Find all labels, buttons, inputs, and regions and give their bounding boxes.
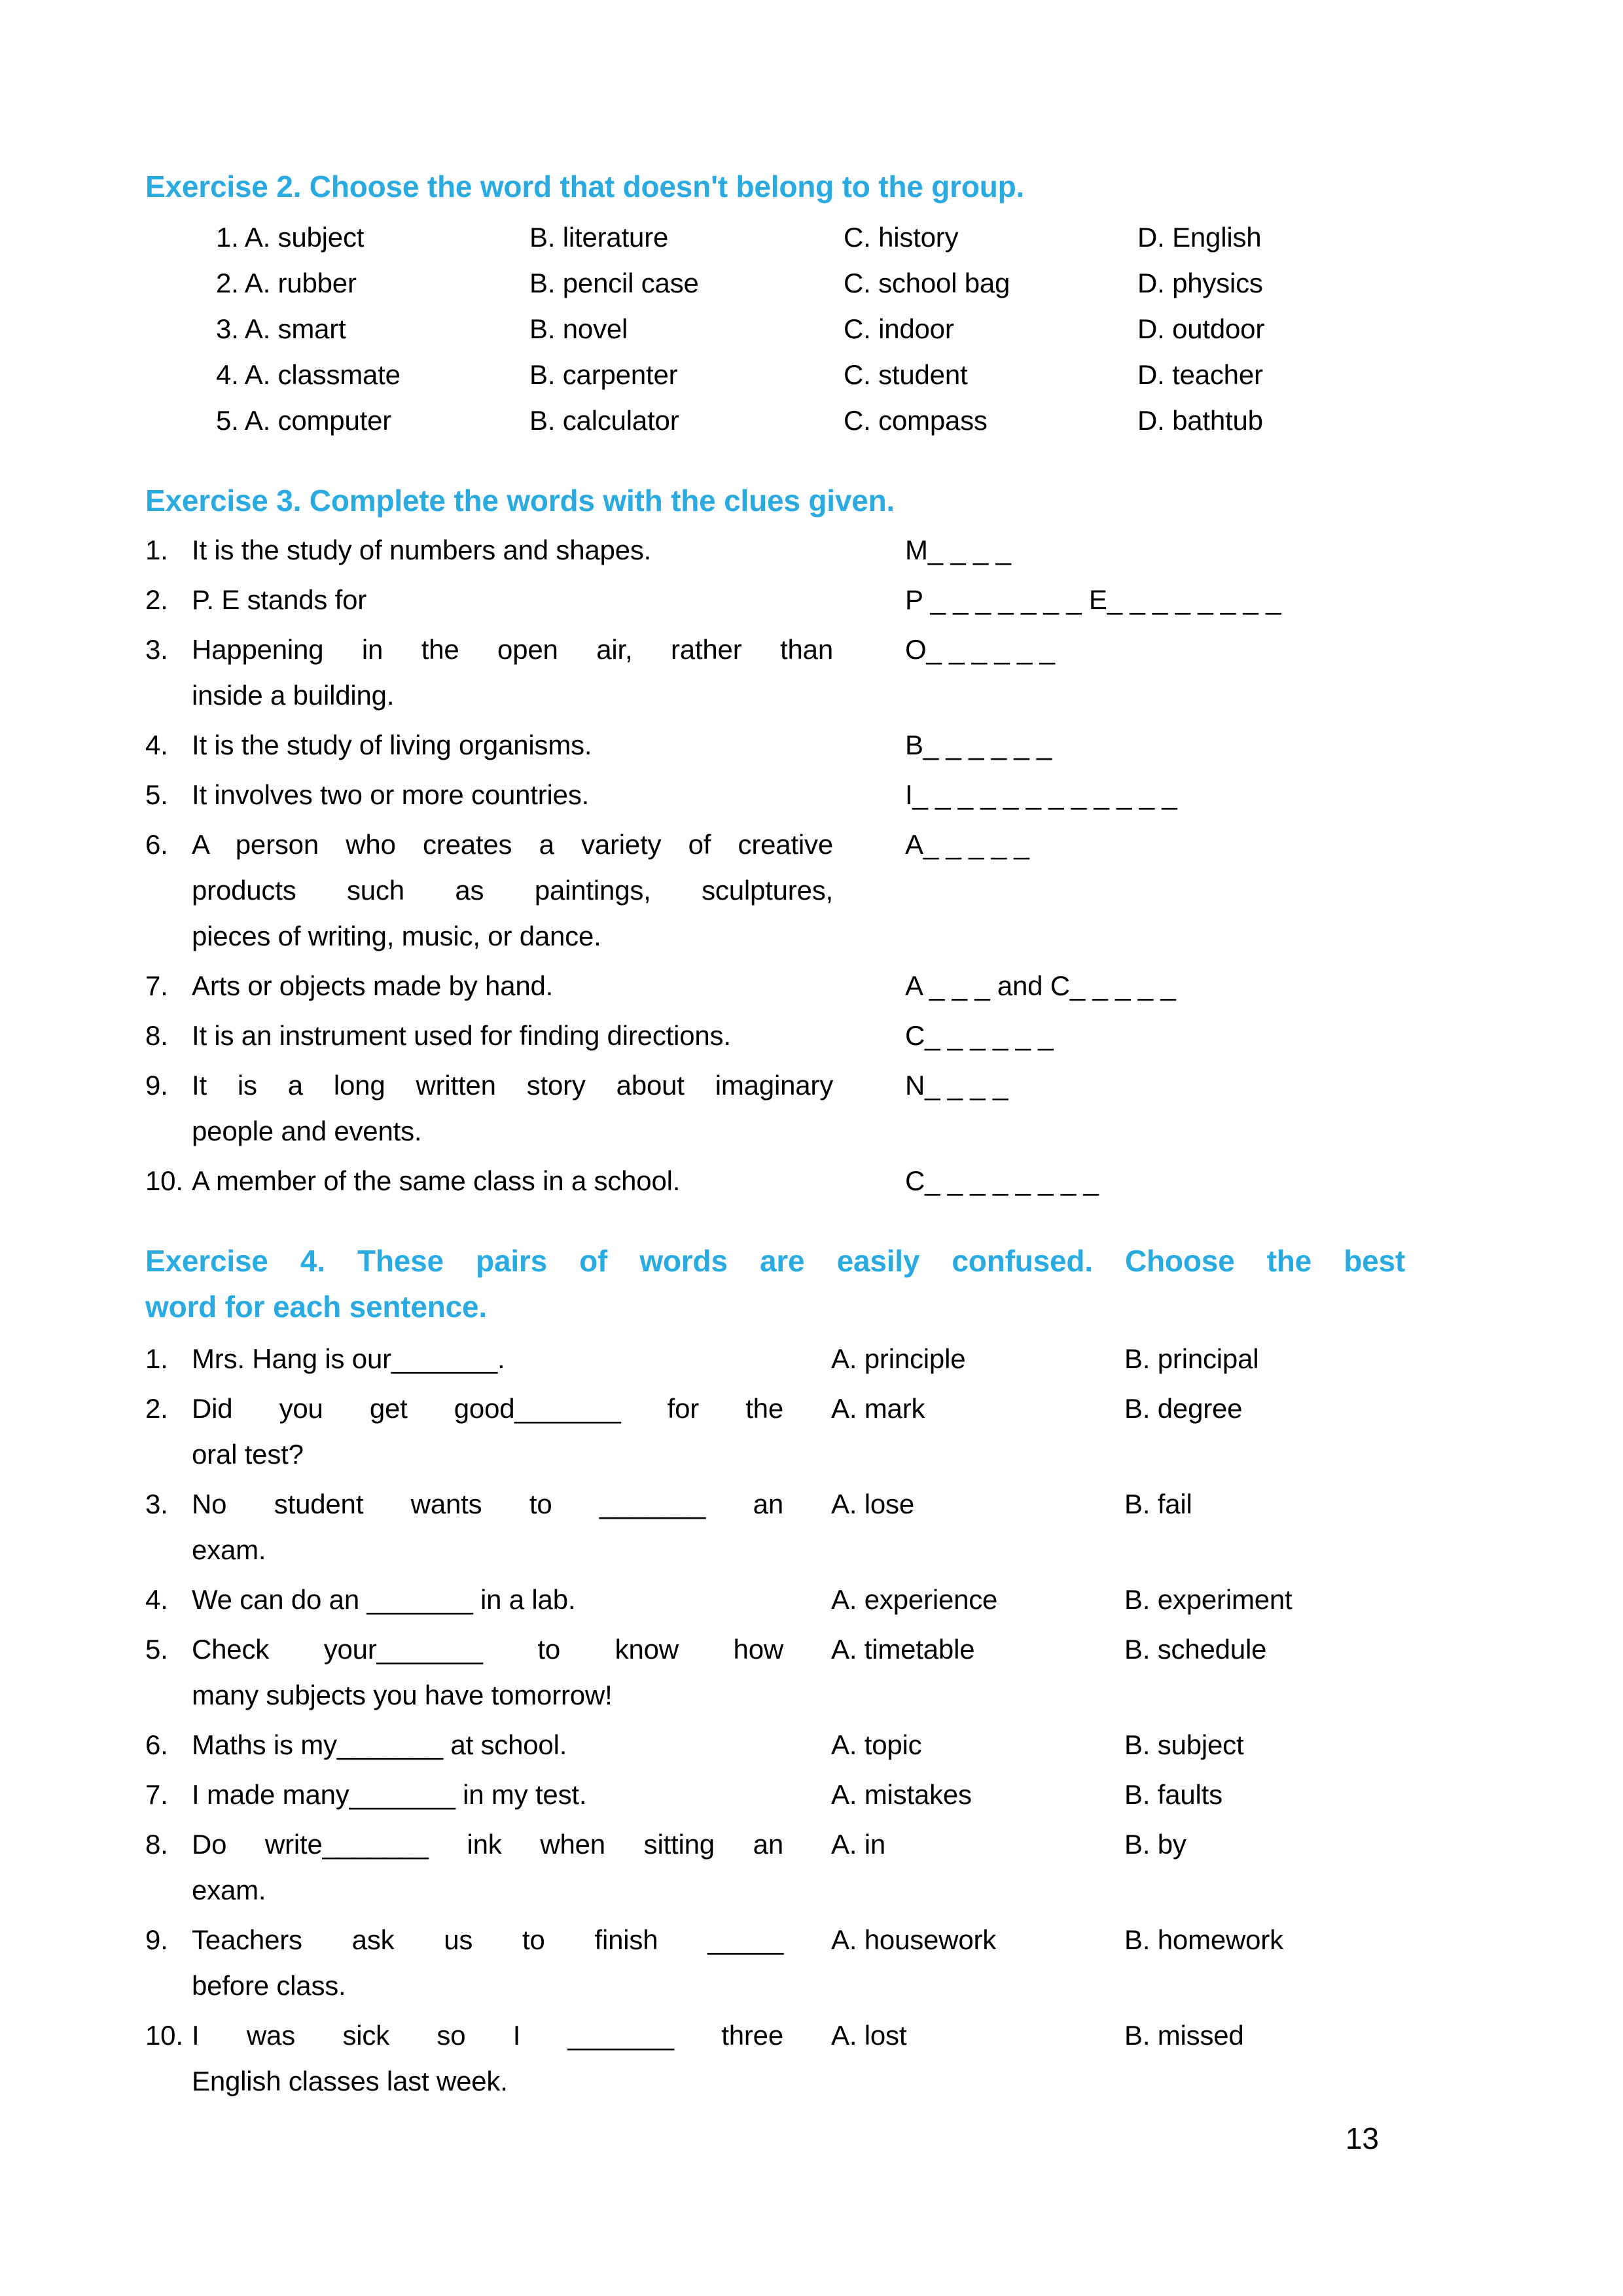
clue-line: It involves two or more countries.	[192, 779, 590, 810]
clue-text	[192, 627, 833, 718]
clue-line: It is an instrument used for finding directions.	[192, 1020, 731, 1051]
sentence-line: Do write_______ ink when sitting an	[192, 1829, 783, 1860]
sentence-line: I was sick so I _______ three	[192, 2020, 783, 2051]
answer-blank: M_ _ _ _	[905, 535, 1011, 565]
answer-blank: C_ _ _ _ _ _	[905, 1020, 1054, 1051]
option-a: A. mistakes	[831, 1779, 972, 1810]
clue-line: It is the study of numbers and shapes.	[192, 535, 652, 565]
item-number: 7.	[145, 970, 168, 1001]
answer-blank: N_ _ _ _	[905, 1070, 1008, 1101]
clue-line: P. E stands for	[192, 584, 367, 615]
answer-blank: B_ _ _ _ _ _	[905, 730, 1052, 760]
option-b: B. carpenter	[529, 359, 678, 390]
row-number-and-option-a	[216, 352, 529, 398]
exercise4-title-line: Exercise 4. These pairs of words are easily confused. Choose the best	[145, 1244, 1405, 1278]
sentence-text	[192, 2013, 783, 2104]
option-a: A. housework	[831, 1924, 997, 1955]
option-a: A. smart	[244, 313, 346, 344]
item-number: 9.	[145, 1070, 168, 1101]
clue-line: people and events.	[192, 1116, 422, 1146]
clue-text	[192, 822, 833, 959]
clue-line: products such as paintings, sculptures,	[192, 875, 833, 906]
option-c: C. history	[844, 222, 959, 253]
clue-text	[192, 1158, 833, 1204]
item-number: 5.	[145, 779, 168, 810]
clue-text	[192, 577, 833, 623]
clue-item	[145, 963, 1544, 1009]
option-b: B. principal	[1124, 1343, 1259, 1374]
item-number: 3.	[145, 1489, 168, 1519]
sentence-line: We can do an _______ in a lab.	[192, 1584, 576, 1615]
exercise2-row	[216, 215, 1544, 260]
option-b: B. subject	[1124, 1729, 1244, 1760]
exercise3-items	[145, 527, 1544, 1204]
sentence-line: No student wants to _______ an	[192, 1489, 783, 1519]
option-a: A. experience	[831, 1584, 998, 1615]
clue-item	[145, 1158, 1544, 1204]
sentence-item	[145, 1917, 1544, 2009]
option-b: B. missed	[1124, 2020, 1244, 2051]
item-number: 10.	[145, 1165, 183, 1196]
option-d: D. physics	[1137, 268, 1263, 298]
item-number: 3.	[216, 313, 239, 344]
option-a: A. subject	[244, 222, 365, 253]
clue-line: Happening in the open air, rather than	[192, 634, 833, 665]
sentence-line: oral test?	[192, 1439, 304, 1470]
option-d: D. teacher	[1137, 359, 1263, 390]
option-a: A. lose	[831, 1489, 914, 1519]
item-number: 1.	[145, 535, 168, 565]
answer-blank: C_ _ _ _ _ _ _ _	[905, 1165, 1099, 1196]
option-c: C. indoor	[844, 313, 954, 344]
clue-item	[145, 1063, 1544, 1154]
sentence-item	[145, 1722, 1544, 1768]
option-b: B. by	[1124, 1829, 1186, 1860]
sentence-item	[145, 1481, 1544, 1573]
item-number: 1.	[145, 1343, 168, 1374]
exercise3-title: Exercise 3. Complete the words with the clues given.	[145, 484, 895, 518]
option-c: C. school bag	[844, 268, 1010, 298]
option-b: B. pencil case	[529, 268, 699, 298]
option-b: B. degree	[1124, 1393, 1243, 1424]
clue-line: inside a building.	[192, 680, 395, 711]
option-a: A. classmate	[244, 359, 401, 390]
answer-blank: O_ _ _ _ _ _	[905, 634, 1055, 665]
exercise4-title-line: word for each sentence.	[145, 1290, 487, 1324]
option-a: A. topic	[831, 1729, 922, 1760]
option-b: B. homework	[1124, 1924, 1283, 1955]
option-b: B. schedule	[1124, 1634, 1267, 1665]
sentence-item	[145, 1577, 1544, 1623]
clue-item	[145, 772, 1544, 818]
clue-line: Arts or objects made by hand.	[192, 970, 554, 1001]
row-number-and-option-a	[216, 306, 529, 352]
item-number: 8.	[145, 1020, 168, 1051]
answer-blank: P _ _ _ _ _ _ _ E_ _ _ _ _ _ _ _	[905, 584, 1281, 615]
exercise2-row	[216, 398, 1544, 444]
sentence-line: exam.	[192, 1534, 266, 1565]
item-number: 8.	[145, 1829, 168, 1860]
sentence-line: Did you get good_______ for the	[192, 1393, 783, 1424]
sentence-text	[192, 1386, 783, 1477]
item-number: 5.	[216, 405, 239, 436]
clue-item	[145, 722, 1544, 768]
item-number: 6.	[145, 1729, 168, 1760]
option-b: B. novel	[529, 313, 628, 344]
sentence-line: English classes last week.	[192, 2066, 508, 2096]
item-number: 4.	[216, 359, 239, 390]
exercise2-title: Exercise 2. Choose the word that doesn't belong to the group.	[145, 169, 1025, 203]
option-a: A. computer	[244, 405, 392, 436]
page-number: 13	[1345, 2121, 1379, 2155]
sentence-line: many subjects you have tomorrow!	[192, 1680, 613, 1710]
option-d: D. bathtub	[1137, 405, 1263, 436]
sentence-item	[145, 1336, 1544, 1382]
option-b: B. fail	[1124, 1489, 1192, 1519]
item-number: 2.	[216, 268, 239, 298]
option-a: A. rubber	[244, 268, 357, 298]
sentence-text	[192, 1772, 783, 1818]
sentence-item	[145, 1386, 1544, 1477]
clue-item	[145, 577, 1544, 623]
item-number: 10.	[145, 2020, 183, 2051]
answer-blank: A_ _ _ _ _	[905, 829, 1029, 860]
sentence-line: Check your_______ to know how	[192, 1634, 783, 1665]
sentence-line: Mrs. Hang is our_______.	[192, 1343, 505, 1374]
row-number-and-option-a	[216, 260, 529, 306]
item-number: 4.	[145, 730, 168, 760]
clue-line: A person who creates a variety of creative	[192, 829, 833, 860]
sentence-text	[192, 1822, 783, 1913]
row-number-and-option-a	[216, 215, 529, 260]
row-number-and-option-a	[216, 398, 529, 444]
exercise2-row	[216, 260, 1544, 306]
option-a: A. timetable	[831, 1634, 975, 1665]
option-b: B. experiment	[1124, 1584, 1293, 1615]
item-number: 9.	[145, 1924, 168, 1955]
exercise4-section	[145, 1238, 1544, 2104]
option-b: B. literature	[529, 222, 669, 253]
option-b: B. calculator	[529, 405, 679, 436]
exercise2-rows	[216, 215, 1544, 444]
clue-item	[145, 822, 1544, 959]
sentence-line: Teachers ask us to finish _____	[192, 1924, 783, 1955]
clue-item	[145, 627, 1544, 718]
sentence-item	[145, 2013, 1544, 2104]
clue-item	[145, 1013, 1544, 1059]
exercise2-row	[216, 352, 1544, 398]
exercise3-section	[145, 478, 1544, 1204]
item-number: 7.	[145, 1779, 168, 1810]
exercise4-items	[145, 1336, 1544, 2104]
exercise2-row	[216, 306, 1544, 352]
sentence-text	[192, 1917, 783, 2009]
sentence-line: I made many_______ in my test.	[192, 1779, 587, 1810]
sentence-item	[145, 1822, 1544, 1913]
clue-line: It is the study of living organisms.	[192, 730, 592, 760]
option-a: A. lost	[831, 2020, 907, 2051]
clue-line: pieces of writing, music, or dance.	[192, 921, 601, 951]
clue-text	[192, 772, 833, 818]
exercise2-section	[145, 164, 1544, 444]
clue-text	[192, 963, 833, 1009]
item-number: 2.	[145, 584, 168, 615]
sentence-text	[192, 1627, 783, 1718]
clue-item	[145, 527, 1544, 573]
clue-text	[192, 1013, 833, 1059]
sentence-line: before class.	[192, 1970, 346, 2001]
clue-line: A member of the same class in a school.	[192, 1165, 681, 1196]
sentence-line: exam.	[192, 1875, 266, 1905]
sentence-line: Maths is my_______ at school.	[192, 1729, 567, 1760]
option-a: A. in	[831, 1829, 886, 1860]
item-number: 4.	[145, 1584, 168, 1615]
option-a: A. mark	[831, 1393, 925, 1424]
option-c: C. student	[844, 359, 968, 390]
option-c: C. compass	[844, 405, 988, 436]
option-d: D. outdoor	[1137, 313, 1265, 344]
option-d: D. English	[1137, 222, 1262, 253]
option-a: A. principle	[831, 1343, 966, 1374]
sentence-text	[192, 1336, 783, 1382]
clue-line: It is a long written story about imaginary	[192, 1070, 833, 1101]
clue-text	[192, 1063, 833, 1154]
answer-blank: I_ _ _ _ _ _ _ _ _ _ _ _	[905, 779, 1177, 810]
item-number: 3.	[145, 634, 168, 665]
sentence-item	[145, 1772, 1544, 1818]
item-number: 5.	[145, 1634, 168, 1665]
sentence-item	[145, 1627, 1544, 1718]
exercise4-title	[145, 1238, 1405, 1330]
sentence-text	[192, 1481, 783, 1573]
sentence-text	[192, 1577, 783, 1623]
clue-text	[192, 722, 833, 768]
clue-text	[192, 527, 833, 573]
answer-blank: A _ _ _ and C_ _ _ _ _	[905, 970, 1176, 1001]
item-number: 1.	[216, 222, 239, 253]
item-number: 2.	[145, 1393, 168, 1424]
item-number: 6.	[145, 829, 168, 860]
option-b: B. faults	[1124, 1779, 1222, 1810]
sentence-text	[192, 1722, 783, 1768]
